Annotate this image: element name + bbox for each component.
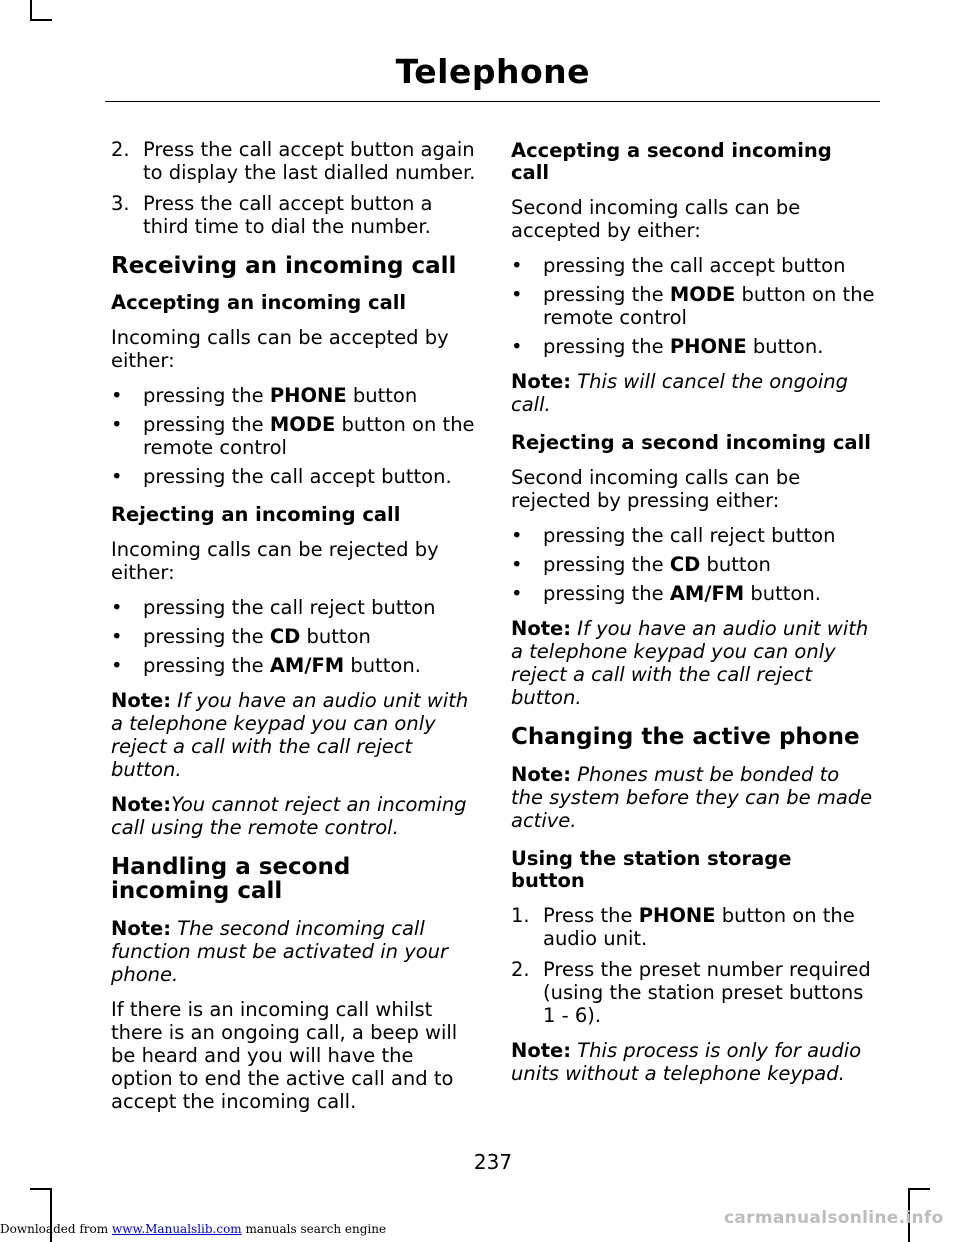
header-divider: [105, 101, 880, 102]
numbered-step: [111, 192, 476, 238]
crop-mark: [30, 1188, 52, 1190]
item-text: button: [700, 553, 771, 576]
section-heading: Changing the active phone: [511, 724, 860, 750]
note-label: Note:: [111, 917, 172, 940]
list-item: [511, 254, 876, 277]
note: [511, 370, 876, 416]
list-item: [511, 283, 876, 329]
bullet-mark: •: [511, 524, 523, 547]
numbered-step: [511, 958, 876, 1027]
item-text: button.: [744, 582, 821, 605]
crop-mark: [30, 19, 52, 21]
subsection-heading: Rejecting an incoming call: [111, 503, 401, 526]
bullet-mark: •: [511, 553, 523, 576]
item-text: button.: [746, 335, 824, 358]
step-text: Press the call accept button again to display the last dialled number.: [143, 138, 476, 184]
bullet-mark: •: [111, 596, 123, 619]
keyword: PHONE: [638, 904, 716, 927]
note: [111, 793, 476, 839]
bullet-mark: •: [111, 625, 123, 648]
list-item: [111, 654, 476, 677]
paragraph: If there is an incoming call whilst there is an ongoing call, a beep will be heard and you will have the option to end the active call and to accept the incoming call.: [111, 998, 458, 1113]
list-item: [111, 596, 476, 619]
bullet-mark: •: [511, 254, 523, 277]
note-label: Note:: [511, 763, 572, 786]
item-text: pressing the: [143, 654, 270, 677]
numbered-step: [511, 904, 876, 950]
subsection-heading: Accepting an incoming call: [111, 291, 407, 314]
bullet-mark: •: [111, 654, 123, 677]
right-column: [511, 138, 876, 1097]
section-heading: Handling a second incoming call: [111, 854, 351, 904]
note-label: Note:: [511, 1039, 572, 1062]
note-label: Note:: [111, 793, 172, 816]
item-text: pressing the: [143, 413, 270, 436]
subsection-heading: Rejecting a second incoming call: [511, 431, 871, 454]
item-text: pressing the: [543, 283, 670, 306]
note-label: Note:: [511, 617, 572, 640]
keyword: CD: [669, 553, 701, 576]
numbered-step: [111, 138, 476, 184]
step-number: 1.: [511, 904, 530, 927]
paragraph: Second incoming calls can be rejected by pressing either:: [511, 466, 801, 512]
item-text: button on the remote control: [143, 413, 475, 459]
item-text: pressing the: [543, 582, 670, 605]
paragraph: Incoming calls can be rejected by either:: [111, 538, 439, 584]
keyword: MODE: [669, 283, 736, 306]
step-text: Press the: [543, 904, 639, 927]
crop-mark: [908, 1188, 930, 1190]
bullet-mark: •: [511, 335, 523, 358]
item-text: button.: [344, 654, 421, 677]
item-text: pressing the call reject button: [143, 596, 436, 619]
note-text: The second incoming call function must be activated in your phone.: [111, 917, 449, 986]
footer-suffix: manuals search engine: [241, 1222, 387, 1236]
step-text: Press the call accept button a third time to dial the number.: [143, 192, 433, 238]
list-item: [511, 524, 876, 547]
step-text: button on the audio unit.: [543, 904, 855, 950]
manualslib-link[interactable]: www.Manualslib.com: [111, 1222, 242, 1236]
list-item: [511, 553, 876, 576]
bullet-mark: •: [511, 283, 523, 306]
item-text: pressing the: [543, 553, 670, 576]
item-text: pressing the: [543, 335, 670, 358]
footer-prefix: Downloaded from: [0, 1222, 112, 1236]
item-text: button on the remote control: [543, 283, 875, 329]
subsection-heading: Accepting a second incoming call: [511, 139, 832, 184]
note-text: This will cancel the ongoing call.: [511, 370, 849, 416]
keyword: PHONE: [269, 384, 347, 407]
page-title: Telephone: [395, 52, 590, 91]
step-number: 2.: [111, 138, 130, 161]
item-text: pressing the: [143, 384, 270, 407]
bullet-mark: •: [111, 465, 123, 488]
note: [111, 917, 476, 986]
keyword: AM/FM: [669, 582, 745, 605]
step-text: Press the preset number required (using the station preset buttons 1 - 6).: [543, 958, 871, 1027]
item-text: button: [346, 384, 418, 407]
page-number: 237: [473, 1150, 513, 1174]
list-item: [111, 625, 476, 648]
keyword: AM/FM: [269, 654, 345, 677]
step-number: 3.: [111, 192, 130, 215]
list-item: [111, 465, 476, 488]
note-label: Note:: [511, 370, 572, 393]
keyword: MODE: [269, 413, 336, 436]
note-text: If you have an audio unit with a telephone keypad you can only reject a call with the call reject button.: [511, 617, 869, 709]
bullet-mark: •: [111, 384, 123, 407]
download-footer: [0, 1222, 386, 1236]
note-text: This process is only for audio units without a telephone keypad.: [511, 1039, 862, 1085]
note: [111, 689, 476, 781]
note-text: Phones must be bonded to the system before they can be made active.: [511, 763, 873, 832]
note-text: If you have an audio unit with a telephone keypad you can only reject a call with the call reject button.: [111, 689, 469, 781]
item-text: pressing the call reject button: [543, 524, 836, 547]
paragraph: Second incoming calls can be accepted by either:: [511, 196, 801, 242]
list-item: [111, 384, 476, 407]
item-text: pressing the call accept button.: [143, 465, 452, 488]
left-column: [111, 138, 476, 1125]
bullet-mark: •: [111, 413, 123, 436]
item-text: pressing the call accept button: [543, 254, 846, 277]
note-text: You cannot reject an incoming call using the remote control.: [111, 793, 467, 839]
note-label: Note:: [111, 689, 172, 712]
item-text: button: [300, 625, 371, 648]
list-item: [511, 335, 876, 358]
note: [511, 1039, 876, 1085]
crop-mark: [30, 0, 32, 20]
keyword: CD: [269, 625, 301, 648]
note: [511, 763, 876, 832]
step-number: 2.: [511, 958, 530, 981]
watermark: carmanualsonline.info: [724, 1208, 944, 1228]
item-text: pressing the: [143, 625, 270, 648]
note: [511, 617, 876, 709]
paragraph: Incoming calls can be accepted by either:: [111, 326, 449, 372]
list-item: [511, 582, 876, 605]
bullet-mark: •: [511, 582, 523, 605]
keyword: PHONE: [669, 335, 747, 358]
subsection-heading: Using the station storage button: [511, 847, 792, 892]
list-item: [111, 413, 476, 459]
section-heading: Receiving an incoming call: [111, 253, 457, 279]
